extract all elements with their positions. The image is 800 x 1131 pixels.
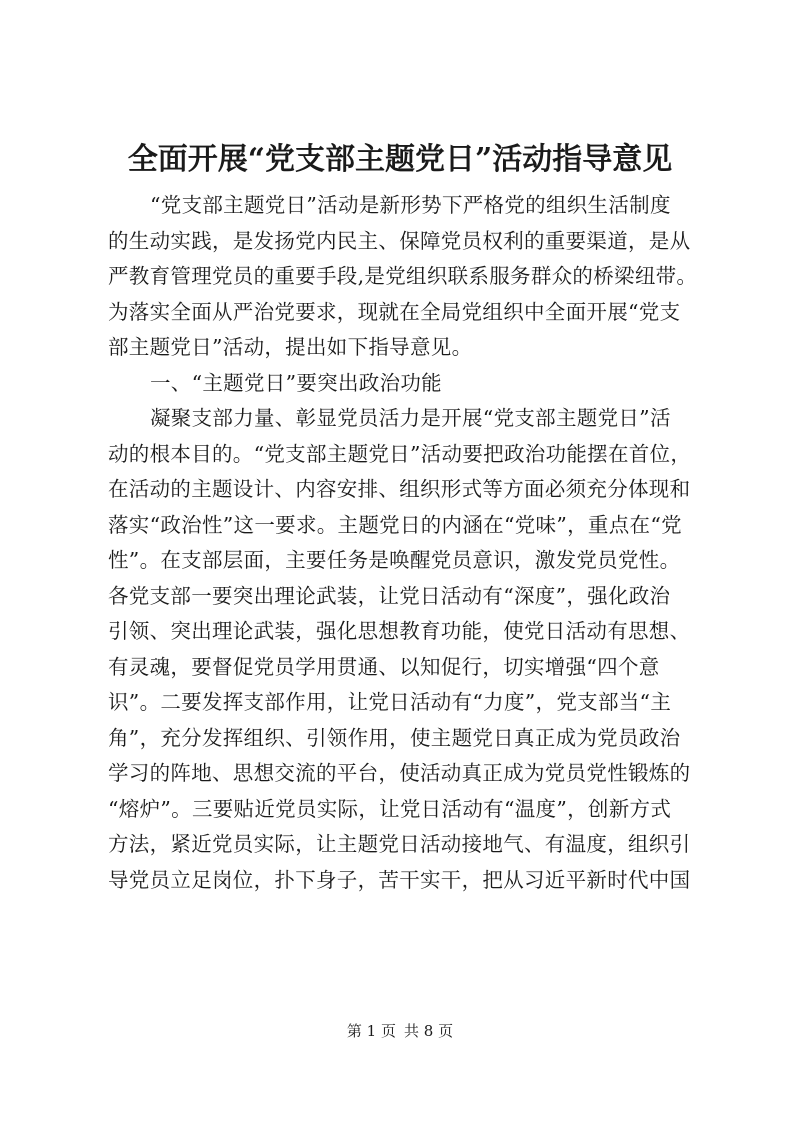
paragraph-line: 引领、突出理论武装，强化思想教育功能，使党日活动有思想、	[108, 619, 691, 643]
paragraph-line: 方法，紧近党员实际，让主题党日活动接地气、有温度，组织引	[108, 832, 691, 856]
paragraph-line: 严教育管理党员的重要手段,是党组织联系服务群众的桥梁纽带。	[108, 264, 698, 288]
paragraph-line: 动的根本目的。“党支部主题党日”活动要把政治功能摆在首位，	[108, 441, 692, 466]
paragraph-line: 在活动的主题设计、内容安排、组织形式等方面必须充分体现和	[108, 477, 691, 501]
page-total: 共 8 页	[404, 1022, 454, 1040]
paragraph-line: 识”。二要发挥支部作用，让党日活动有“力度”，党支部当“主	[108, 690, 672, 714]
paragraph-line: 凝聚支部力量、彰显党员活力是开展“党支部主题党日”活	[150, 406, 671, 430]
paragraph-line: 导党员立足岗位，扑下身子，苦干实干，把从习近平新时代中国	[108, 867, 691, 892]
paragraph-line: 各党支部一要突出理论武装，让党日活动有“深度”，强化政治	[108, 583, 671, 608]
paragraph-line: 为落实全面从严治党要求，现就在全局党组织中全面开展“党支	[108, 299, 681, 324]
paragraph-line: “党支部主题党日”活动是新形势下严格党的组织生活制度	[150, 193, 671, 217]
paragraph-line: 学习的阵地、思想交流的平台，使活动真正成为党员党性锻炼的	[108, 761, 691, 785]
paragraph-line: 性”。在支部层面，主要任务是唤醒党员意识，激发党员党性。	[108, 548, 681, 572]
paragraph-line: 角”，充分发挥组织、引领作用，使主题党日真正成为党员政治	[108, 725, 681, 750]
page-number: 第 1 页	[346, 1022, 396, 1040]
paragraph-line: “熔炉”。三要贴近党员实际，让党日活动有“温度”，创新方式	[108, 796, 672, 821]
document-body	[108, 188, 708, 898]
document-title: 全面开展“党支部主题党日”活动指导意见	[127, 142, 673, 177]
page-footer	[0, 1020, 800, 1042]
paragraph-line: 部主题党日”活动，提出如下指导意见。	[108, 335, 473, 359]
section-heading: 一、“主题党日”要突出政治功能	[150, 370, 442, 395]
paragraph-line: 有灵魂，要督促党员学用贯通、以知促行，切实增强“四个意	[108, 654, 660, 679]
paragraph-line: 落实“政治性”这一要求。主题党日的内涵在“党味”，重点在“党	[108, 512, 682, 537]
paragraph-line: 的生动实践，是发扬党内民主、保障党员权利的重要渠道，是从	[108, 228, 691, 253]
